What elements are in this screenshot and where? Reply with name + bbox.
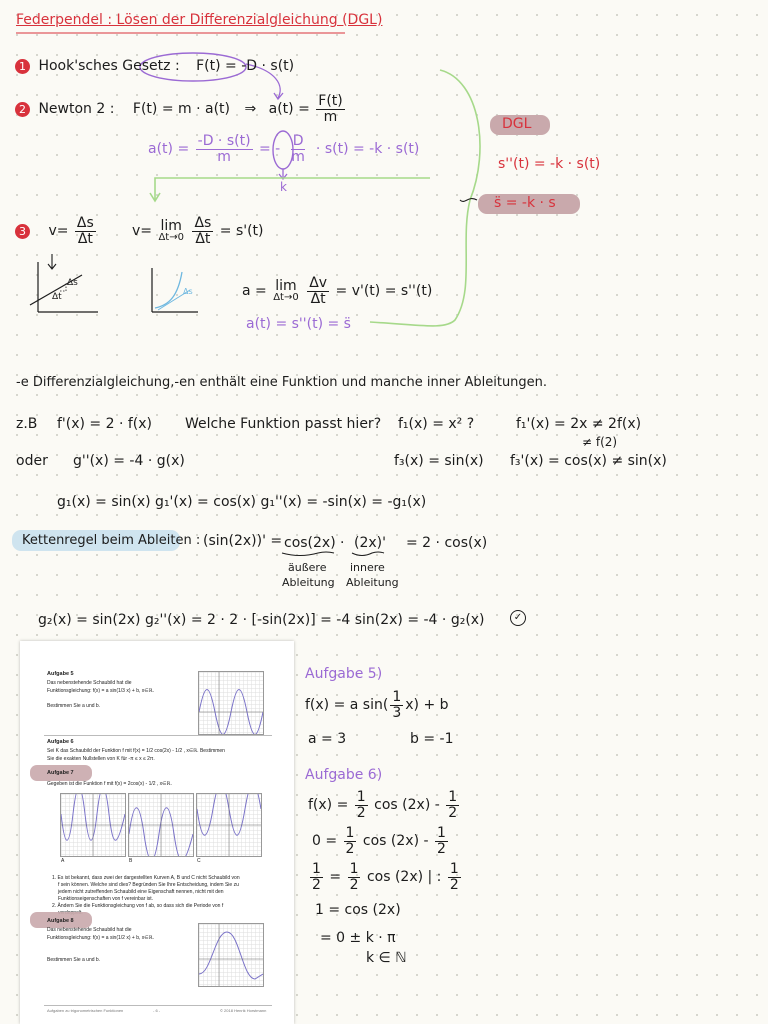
a-final: a(t) = s''(t) = s̈ <box>246 316 351 332</box>
ws-a7-task1-2: f sein können. Welche sind dies? Begründen Sie Ihre Entscheidung, indem Sie zu <box>58 882 239 888</box>
chain-inner: (2x)' <box>354 535 386 551</box>
ws-a7-task1-3: jedem nicht zutreffenden Schaubild eine Eigenschaft nennen, nicht mit den <box>58 889 224 895</box>
ws-label-c: C <box>197 858 201 864</box>
ws-a8-graph <box>198 923 264 987</box>
ws-graph-b <box>128 793 194 857</box>
v2-fraction: $\frac{\Delta s}{\Delta t}$ <box>194 215 212 247</box>
ws-a8-line1: Das nebenstehende Schaubild hat die <box>47 927 132 933</box>
a6-line6: k ∈ ℕ <box>366 950 407 966</box>
f3-def: f₃(x) = sin(x) <box>394 453 484 469</box>
a5-function: f(x) = a sin( $\frac{1}{3}$ x) + b <box>305 689 449 721</box>
step2-label: Newton 2 : <box>38 101 115 118</box>
purple-rest: · s(t) = -k · s(t) <box>315 141 420 158</box>
ws-a6-heading: Aufgabe 6 <box>47 739 74 745</box>
accel-lhs: a(t) = <box>268 101 310 118</box>
chain-outer: cos(2x) <box>284 535 336 551</box>
ws-graph-a <box>60 793 126 857</box>
implies-arrow: ⇒ <box>244 101 257 118</box>
a6-line1: f(x) = $\frac{1}{2}$ cos (2x) - $\frac{1}{2}$ <box>308 789 458 821</box>
ws-a7-task2-1: 2. Ändern Sie die Funktionsgleichung von f ab, so dass sich die Periode von f <box>52 903 224 909</box>
ws-a8-line3: Bestimmen Sie a und b. <box>47 957 101 963</box>
a-rest: = v'(t) = s''(t) <box>335 283 433 300</box>
a6-line3: $\frac{1}{2}$ = $\frac{1}{2}$ cos (2x) | : $\frac{1}{2}$ <box>312 861 459 893</box>
ws-a7-task1-4: Funktionseigenschaften von f vereinbar ist. <box>58 896 154 902</box>
graph-delta-s: Δs <box>67 278 78 288</box>
step2-row <box>15 94 347 124</box>
a5-title: Aufgabe 5) <box>305 666 383 682</box>
dgl-eq1: s''(t) = -k · s(t) <box>498 156 601 172</box>
ws-a8-heading: Aufgabe 8 <box>47 918 74 924</box>
a6-title: Aufgabe 6) <box>305 767 383 783</box>
page-title: Federpendel : Lösen der Differenzialgleichung (DGL) <box>16 12 383 28</box>
chain-label: Kettenregel beim Ableiten : <box>22 533 201 548</box>
ws-a5-graph <box>198 671 264 735</box>
chain-result: = 2 · cos(x) <box>406 535 488 551</box>
g1-line: g₁(x) = sin(x) g₁'(x) = cos(x) g₁''(x) = -sin(x) = -g₁(x) <box>57 494 427 510</box>
step2-number: 2 <box>15 102 30 117</box>
ws-a6-line2: Sie die exakten Nullstellen von K für -π ≤ x ≤ 2π. <box>47 756 155 762</box>
ws-footer-right: © 2018 Henrik Horstmann <box>220 1008 267 1013</box>
ws-a5-curve <box>199 672 263 734</box>
a-fraction: $\frac{\Delta v}{\Delta t}$ <box>309 275 328 307</box>
ws-a5-line3: Bestimmen Sie a und b. <box>47 703 101 709</box>
newton-formula: F(t) = m · a(t) <box>132 101 230 118</box>
ws-a5-line1: Das nebenstehende Schaubild hat die <box>47 680 132 686</box>
ws-footer-center: - 6 - <box>153 1008 161 1013</box>
purple-eq: = <box>258 141 271 158</box>
a-lim: lim Δt→0 <box>273 277 299 304</box>
f1-derivative: f₁'(x) = 2x ≠ 2f(x) <box>516 416 642 432</box>
definition-line: -e Differenzialgleichung,-en enthält eine Funktion und manche inner Ableitungen. <box>16 375 548 390</box>
step1-row <box>15 58 294 74</box>
graph2-delta-s: Δs <box>183 287 193 296</box>
ws-a7-task1-1: 1. Es ist bekannt, dass zwei der dargestellten Kurven A, B und C nicht Schaubild von <box>52 875 240 881</box>
ws-label-b: B <box>129 858 133 864</box>
worksheet-page <box>20 641 294 1024</box>
dgl-label: DGL <box>502 116 532 132</box>
ws-a7-heading: Aufgabe 7 <box>47 770 74 776</box>
k-label: k <box>280 180 287 194</box>
v2-lim: lim Δt→0 <box>158 217 184 244</box>
accel-fraction: $\frac{F(t)}{m}$ <box>318 93 343 125</box>
accel-limit-row <box>242 276 432 306</box>
a6-line2: 0 = $\frac{1}{2}$ cos (2x) - $\frac{1}{2}$ <box>312 825 446 857</box>
hooke-formula: F(t) = -D · s(t) <box>196 58 295 74</box>
ws-a5-heading: Aufgabe 5 <box>47 671 74 677</box>
secant-graph-icon <box>30 254 98 312</box>
purple-fraction: $\frac{-D \cdot s(t)}{m}$ <box>197 133 251 165</box>
outer-label-1: äußere <box>288 561 327 574</box>
ws-a6-line1: Sei K das Schaubild der Funktion f mit f(x) = 1/2 cos(2x) - 1/2 , x∈ℝ. Bestimmen <box>47 748 225 754</box>
purple-minus: - <box>275 141 281 158</box>
ws-graph-c <box>196 793 262 857</box>
g-dgl: g''(x) = -4 · g(x) <box>73 453 185 469</box>
g2-checkmark: ✓ <box>510 610 526 626</box>
a5-a-value: a = 3 <box>308 731 347 747</box>
step3-number: 3 <box>15 224 30 239</box>
v1-fraction: $\frac{\Delta s}{\Delta t}$ <box>76 215 94 247</box>
ws-a5-line2: Funktionsgleichung: f(x) = a sin(1/3 x) + b, x∈ℝ. <box>47 688 154 694</box>
ws-label-a: A <box>61 858 65 864</box>
g2-line: g₂(x) = sin(2x) g₂''(x) = 2 · 2 · [-sin(2x)] = -4 sin(2x) = -4 · g₂(x) <box>38 612 485 628</box>
oder-label: oder <box>16 453 48 469</box>
question-text: Welche Funktion passt hier? <box>185 416 382 432</box>
purple-dm: $\frac{D}{m}$ <box>291 133 305 165</box>
a6-line4: 1 = cos (2x) <box>315 902 401 918</box>
ws-a8-line2: Funktionsgleichung: f(x) = a sin(1/2 x) + b, x∈ℝ. <box>47 935 154 941</box>
neq-f2: ≠ f(2) <box>582 435 618 449</box>
f1-def: f₁(x) = x² ? <box>398 416 475 432</box>
inner-label-2: Ableitung <box>346 576 399 589</box>
purple-derivation <box>148 134 419 164</box>
step3-row <box>15 216 98 246</box>
ws-footer-left: Aufgaben zu trigonometrischen Funktionen <box>47 1008 124 1013</box>
f3-derivative: f₃'(x) = cos(x) ≠ sin(x) <box>510 453 667 469</box>
v1-lhs: v= <box>48 223 69 240</box>
a6-line5: = 0 ± k · π <box>320 930 396 946</box>
green-arrow <box>155 178 430 200</box>
chain-expr: (sin(2x))' = <box>203 533 283 549</box>
ws-a7-line1: Gegeben ist die Funktion f mit f(x) = 2cos(x) - 1/2 , x∈ℝ. <box>47 781 172 787</box>
chain-dot: · <box>340 535 345 551</box>
zb-label: z.B <box>16 416 38 432</box>
f-dgl: f'(x) = 2 · f(x) <box>57 416 153 432</box>
v2-lhs: v= <box>132 223 153 240</box>
v2-rest: = s'(t) <box>219 223 264 240</box>
purple-lhs: a(t) = <box>148 141 190 158</box>
step1-number: 1 <box>15 59 30 74</box>
step1-label: Hook'sches Gesetz : <box>38 58 180 74</box>
outer-label-2: Ableitung <box>282 576 335 589</box>
v2-row <box>132 216 264 246</box>
a5-b-value: b = -1 <box>410 731 454 747</box>
inner-label-1: innere <box>350 561 385 574</box>
dgl-eq2: s̈ = -k · s <box>494 195 556 211</box>
a-lhs: a = <box>242 283 267 300</box>
graph-delta-t: Δt <box>52 292 62 302</box>
